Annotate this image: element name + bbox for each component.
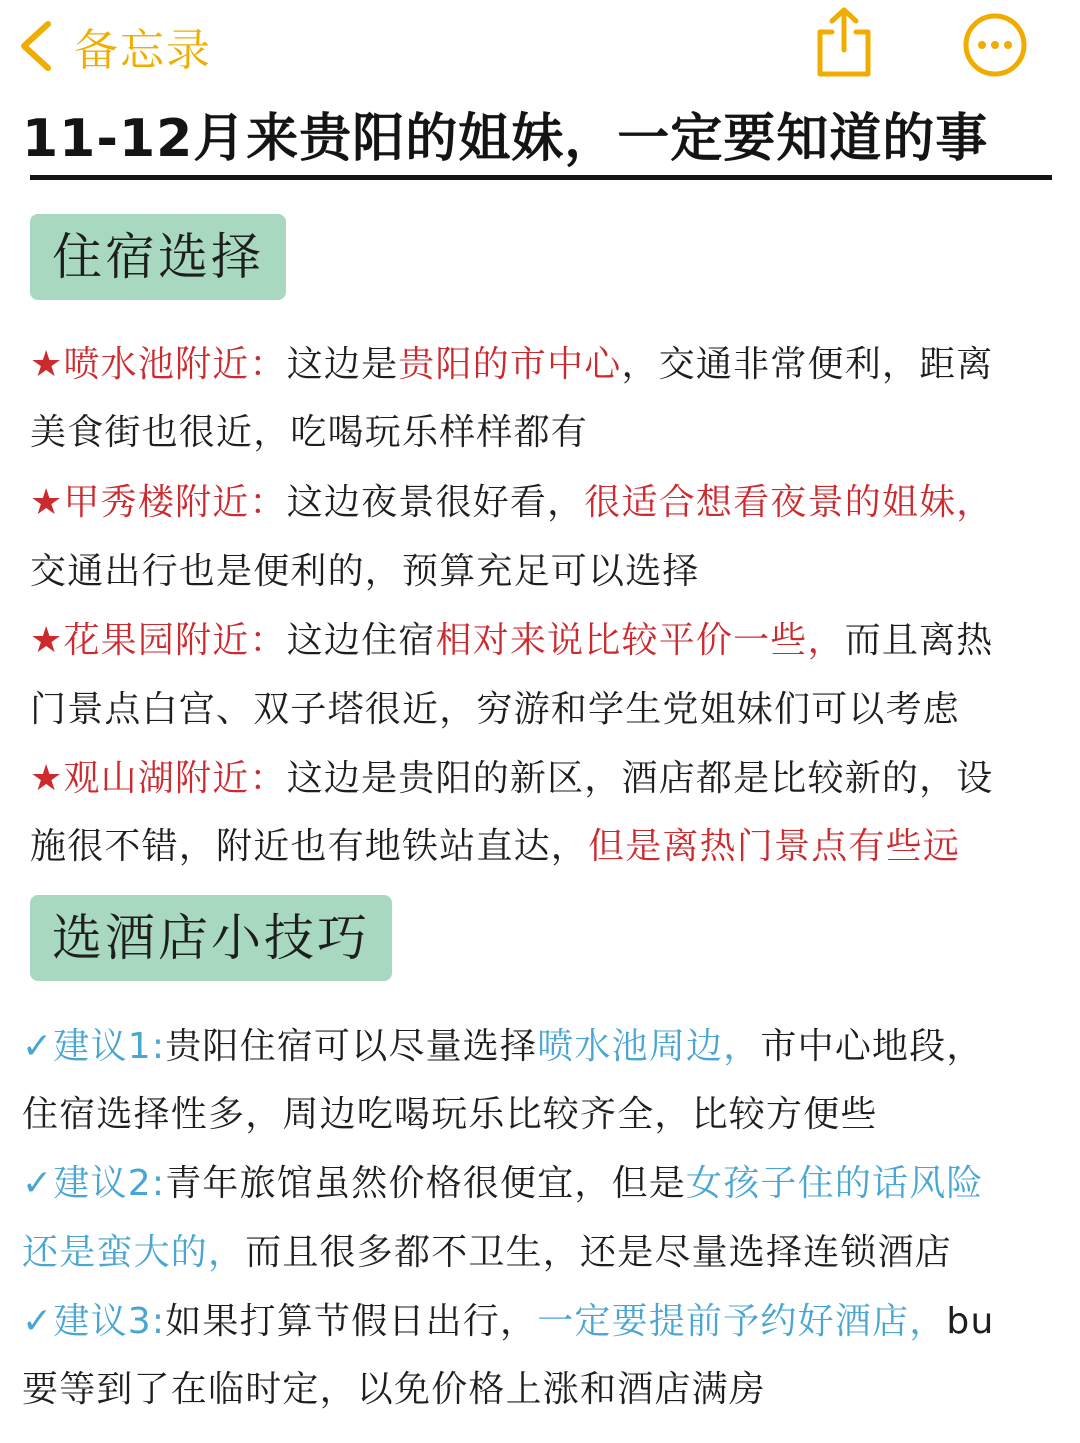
top-bar (0, 0, 1080, 92)
section-heading-hotel-tips: 选酒店小技巧 (30, 895, 392, 981)
lodging-item-1-line-2: 美食街也很近，吃喝玩乐样样都有 (30, 412, 589, 453)
area-name: 甲秀楼附近： (63, 482, 287, 523)
tip-3-line-1 (22, 1293, 995, 1344)
item-highlight: 很适合想看夜景的姐妹， (584, 482, 994, 523)
lodging-item-1-line-1 (30, 336, 994, 387)
tip-3-line-2: 要等到了在临时定，以免价格上涨和酒店满房 (22, 1369, 767, 1410)
tip-label: ✓建议1: (22, 1026, 166, 1067)
star-icon: ★ (30, 620, 64, 661)
tip-2-line-1 (22, 1155, 984, 1206)
area-name: 观山湖附近： (63, 758, 287, 799)
lodging-item-3-line-2: 门景点白宫、双子塔很近，穷游和学生党姐妹们可以考虑 (30, 689, 961, 730)
lodging-item-4-line-2 (30, 818, 960, 869)
item-highlight: 但是离热门景点有些远 (588, 826, 961, 867)
star-icon: ★ (30, 344, 64, 385)
tip-highlight: 喷水池周边， (537, 1026, 761, 1067)
tip-2-line-2 (22, 1224, 952, 1275)
tip-highlight: 一定要提前予约好酒店， (537, 1301, 947, 1342)
item-text: ，交通非常便利，距离 (621, 344, 994, 385)
star-icon: ★ (30, 482, 64, 523)
chevron-left-icon (14, 18, 58, 74)
tip-text: bu (946, 1301, 995, 1342)
tip-text: 市中心地段， (760, 1026, 984, 1067)
tip-label: ✓建议3: (22, 1301, 166, 1342)
item-text: 这边是 (286, 344, 399, 385)
tip-label: ✓建议2: (22, 1163, 166, 1204)
tip-1-line-2: 住宿选择性多，周边吃喝玩乐比较齐全，比较方便些 (22, 1094, 878, 1135)
section-heading-lodging: 住宿选择 (30, 214, 286, 300)
item-highlight: 贵阳的市中心 (398, 344, 622, 385)
area-name: 花果园附近： (63, 620, 287, 661)
title-divider (30, 175, 1052, 180)
lodging-item-3-line-1 (30, 612, 994, 663)
item-text: 而且离热 (844, 620, 994, 661)
note-title: 11-12月来贵阳的姐妹，一定要知道的事 (22, 109, 989, 169)
item-text: 这边夜景很好看， (286, 482, 585, 523)
more-options-icon[interactable] (962, 12, 1028, 78)
tip-text: 而且很多都不卫生，还是尽量选择连锁酒店 (245, 1232, 953, 1273)
item-text: 施很不错，附近也有地铁站直达， (30, 826, 589, 867)
tip-highlight: 女孩子住的话风险 (686, 1163, 984, 1204)
item-text: 这边住宿 (286, 620, 436, 661)
tip-text: 如果打算节假日出行， (165, 1301, 538, 1342)
lodging-item-2-line-1 (30, 474, 994, 525)
star-icon: ★ (30, 758, 64, 799)
tip-1-line-1 (22, 1018, 984, 1069)
tip-highlight: 还是蛮大的， (22, 1232, 246, 1273)
back-label: 备忘录 (74, 25, 212, 76)
lodging-item-4-line-1 (30, 750, 994, 801)
lodging-item-2-line-2: 交通出行也是便利的，预算充足可以选择 (30, 551, 700, 592)
share-icon[interactable] (812, 6, 876, 78)
tip-text: 青年旅馆虽然价格很便宜，但是 (165, 1163, 687, 1204)
tip-text: 贵阳住宿可以尽量选择 (165, 1026, 538, 1067)
item-text: 这边是贵阳的新区，酒店都是比较新的，设 (286, 758, 994, 799)
area-name: 喷水池附近： (63, 344, 287, 385)
back-button[interactable] (14, 14, 212, 78)
item-highlight: 相对来说比较平价一些， (435, 620, 845, 661)
